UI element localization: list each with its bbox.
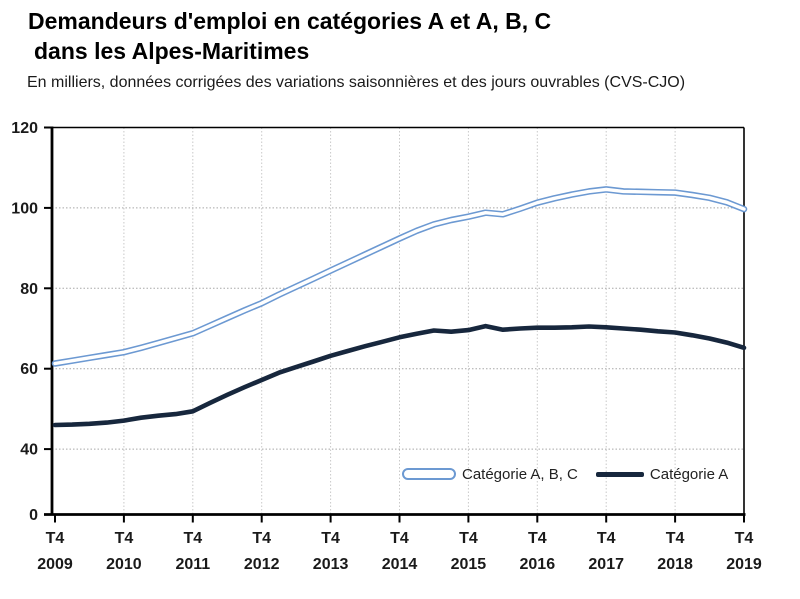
- x-tick-label-year: 2018: [657, 556, 693, 573]
- x-tick-label-year: 2015: [450, 556, 487, 573]
- x-tick-label-quarter: T4: [45, 530, 65, 547]
- x-tick-label-quarter: T4: [734, 530, 754, 547]
- y-tick-label: 120: [11, 120, 38, 137]
- y-tick-label: 80: [20, 280, 38, 298]
- chart-subtitle: En milliers, données corrigées des variations saisonnières et des jours ouvrables (CVS-CJO): [27, 74, 686, 91]
- x-tick-label-quarter: T4: [114, 530, 134, 547]
- chart-legend: [402, 462, 728, 486]
- x-tick-label-quarter: T4: [459, 530, 478, 547]
- legend-sample-categorie-a: [596, 472, 644, 477]
- legend-label-categorie-abc: Catégorie A, B, C: [462, 465, 578, 483]
- x-tick-label-year: 2014: [381, 556, 418, 573]
- x-tick-label-quarter: T4: [252, 530, 272, 547]
- y-tick-label-zero: 0: [29, 507, 38, 524]
- chart-title-line1: Demandeurs d'emploi en catégories A et A, B, C: [28, 8, 552, 34]
- x-tick-label-quarter: T4: [390, 530, 409, 547]
- x-tick-label-year: 2010: [106, 556, 142, 573]
- legend-sample-categorie-abc: [402, 468, 456, 480]
- x-tick-label-quarter: T4: [527, 530, 547, 547]
- y-tick-label: 40: [20, 441, 38, 459]
- y-tick-label: 60: [20, 361, 38, 379]
- x-tick-label-year: 2009: [37, 556, 73, 573]
- x-tick-label-year: 2017: [588, 556, 624, 573]
- legend-label-categorie-a: Catégorie A: [649, 465, 729, 483]
- x-tick-label-year: 2019: [726, 556, 762, 573]
- x-tick-label-quarter: T4: [321, 530, 340, 547]
- x-tick-label-quarter: T4: [596, 530, 616, 547]
- x-tick-label-quarter: T4: [183, 530, 203, 547]
- x-tick-label-year: 2016: [519, 556, 556, 573]
- x-tick-label-year: 2013: [312, 556, 349, 573]
- chart-title-line2: dans les Alpes-Maritimes: [34, 38, 310, 64]
- x-tick-label-quarter: T4: [665, 530, 685, 547]
- x-tick-label-year: 2012: [243, 556, 280, 573]
- x-tick-label-year: 2011: [175, 556, 211, 573]
- y-tick-label: 100: [11, 200, 38, 218]
